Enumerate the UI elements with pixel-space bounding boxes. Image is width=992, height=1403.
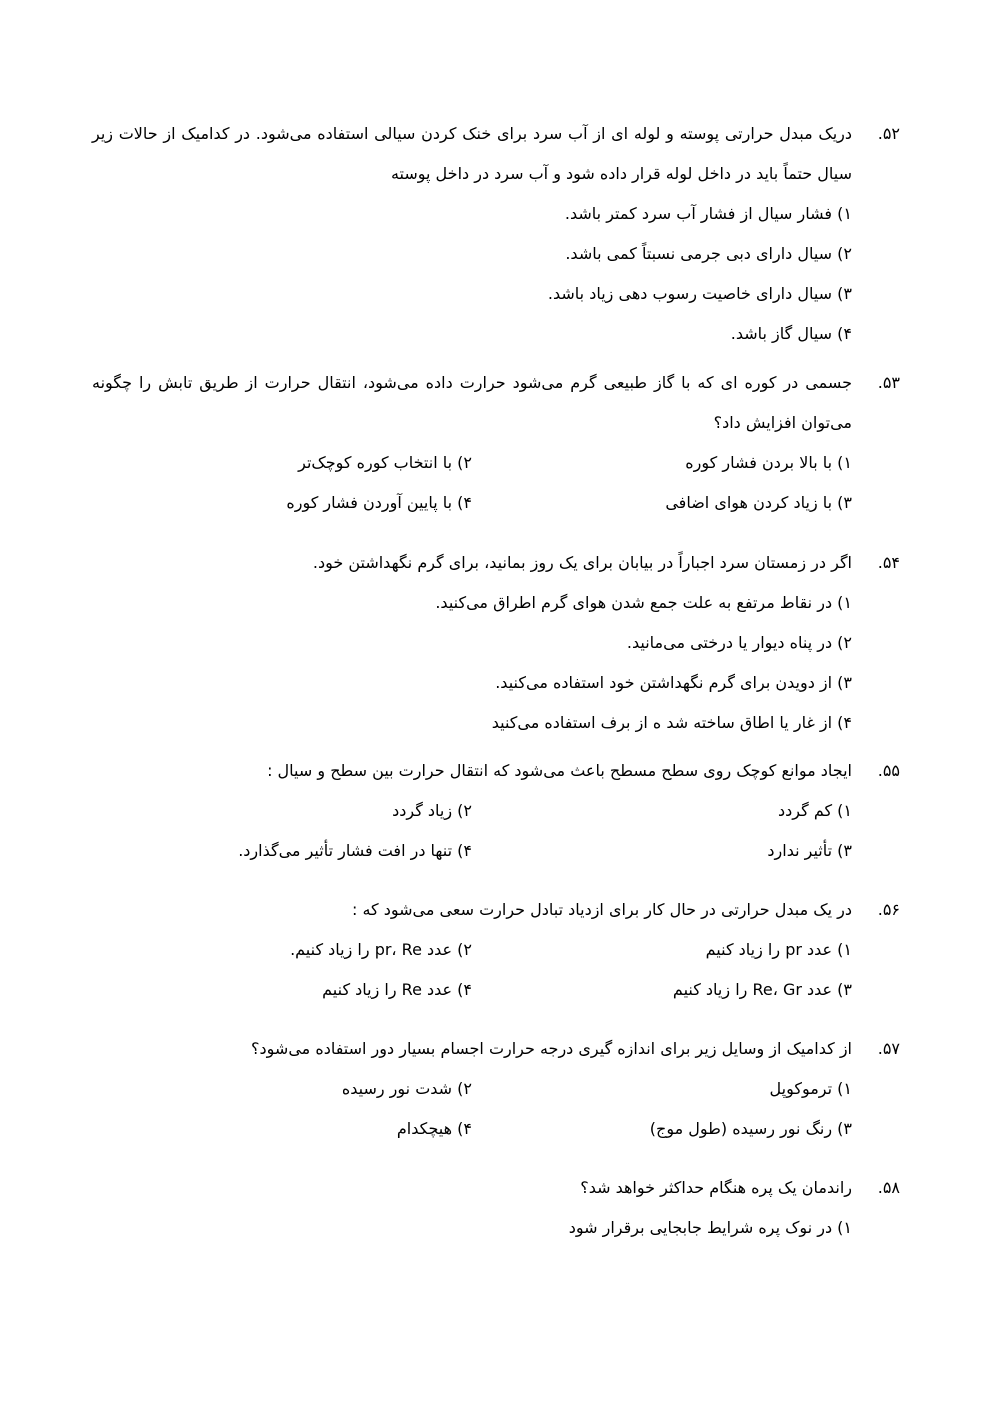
question-number: ۵۸. bbox=[877, 1178, 900, 1197]
option-1[interactable]: ۱) با بالا بردن فشار کوره bbox=[685, 453, 852, 472]
question-stem: جسمی در کوره ای که با گاز طبیعی گرم می‌شود حرارت داده می‌شود، انتقال حرارت از طریق تابش را چگونه می‌توان افزایش داد؟ bbox=[92, 373, 852, 432]
question-55 bbox=[92, 751, 900, 871]
question-stem: از کدامیک از وسایل زیر برای اندازه گیری درجه حرارت اجسام بسیار دور استفاده می‌شود؟ bbox=[251, 1039, 852, 1058]
option-1[interactable]: ۱) در نقاط مرتفع به علت جمع شدن هوای گرم اطراق می‌کنید. bbox=[435, 593, 852, 612]
option-1[interactable]: ۱) ترموکوپل bbox=[769, 1079, 852, 1098]
option-1[interactable]: ۱) عدد pr را زیاد کنیم bbox=[705, 940, 852, 959]
question-stem: ایجاد موانع کوچک روی سطح مسطح باعث می‌شود که انتقال حرارت بین سطح و سیال : bbox=[267, 761, 852, 780]
option-2[interactable]: ۲) عدد pr، Re را زیاد کنیم. bbox=[290, 940, 472, 959]
option-2[interactable]: ۲) با انتخاب کوره کوچک‌تر bbox=[298, 453, 472, 472]
option-2[interactable]: ۲) زیاد گردد bbox=[392, 801, 472, 820]
question-52 bbox=[92, 114, 900, 354]
option-4[interactable]: ۴) از غار یا اطاق ساخته شد ه از برف استفاده می‌کنید bbox=[491, 713, 852, 732]
question-number: ۵۵. bbox=[877, 761, 900, 780]
question-56 bbox=[92, 890, 900, 1010]
question-number: ۵۳. bbox=[877, 373, 900, 392]
question-58 bbox=[92, 1168, 900, 1248]
option-4[interactable]: ۴) سیال گاز باشد. bbox=[730, 324, 852, 343]
option-4[interactable]: ۴) هیچکدام bbox=[396, 1119, 472, 1138]
option-3[interactable]: ۳) رنگ نور رسیده (طول موج) bbox=[649, 1119, 852, 1138]
option-2[interactable]: ۲) در پناه دیوار یا درختی می‌مانید. bbox=[626, 633, 852, 652]
question-number: ۵۶. bbox=[877, 900, 900, 919]
option-1[interactable]: ۱) در نوک پره شرایط جابجایی برقرار شود bbox=[568, 1218, 852, 1237]
option-3[interactable]: ۳) عدد Re، Gr را زیاد کنیم bbox=[672, 980, 852, 999]
option-4[interactable]: ۴) عدد Re را زیاد کنیم bbox=[322, 980, 472, 999]
question-stem: در یک مبدل حرارتی در حال کار برای ازدیاد تبادل حرارت سعی می‌شود که : bbox=[352, 900, 852, 919]
option-1[interactable]: ۱) فشار سیال از فشار آب سرد کمتر باشد. bbox=[564, 204, 852, 223]
option-4[interactable]: ۴) تنها در افت فشار تأثیر می‌گذارد. bbox=[238, 841, 472, 860]
option-3[interactable]: ۳) با زیاد کردن هوای اضافی bbox=[665, 493, 852, 512]
option-3[interactable]: ۳) سیال دارای خاصیت رسوب دهی زیاد باشد. bbox=[547, 284, 852, 303]
question-number: ۵۲. bbox=[877, 124, 900, 143]
question-53 bbox=[92, 363, 900, 523]
option-3[interactable]: ۳) تأثیر ندارد bbox=[767, 841, 852, 860]
question-number: ۵۷. bbox=[877, 1039, 900, 1058]
question-stem: اگر در زمستان سرد اجباراً در بیابان برای یک روز بمانید، برای گرم نگهداشتن خود. bbox=[312, 553, 852, 572]
question-57 bbox=[92, 1029, 900, 1149]
question-stem: راندمان یک پره هنگام حداکثر خواهد شد؟ bbox=[580, 1178, 852, 1197]
option-2[interactable]: ۲) سیال دارای دبی جرمی نسبتاً کمی باشد. bbox=[565, 244, 852, 263]
question-stem: دریک مبدل حرارتی پوسته و لوله ای از آب سرد برای خنک کردن سیالی استفاده می‌شود. در کدامیک از حالات زیر سیال حتماً باید در داخل لوله قرار داده شود و آب سرد در داخل پوسته bbox=[92, 124, 852, 183]
question-54 bbox=[92, 543, 900, 743]
question-number: ۵۴. bbox=[877, 553, 900, 572]
option-2[interactable]: ۲) شدت نور رسیده bbox=[341, 1079, 472, 1098]
option-4[interactable]: ۴) با پایین آوردن فشار کوره bbox=[286, 493, 472, 512]
option-3[interactable]: ۳) از دویدن برای گرم نگهداشتن خود استفاده می‌کنید. bbox=[495, 673, 852, 692]
option-1[interactable]: ۱) کم گردد bbox=[778, 801, 852, 820]
